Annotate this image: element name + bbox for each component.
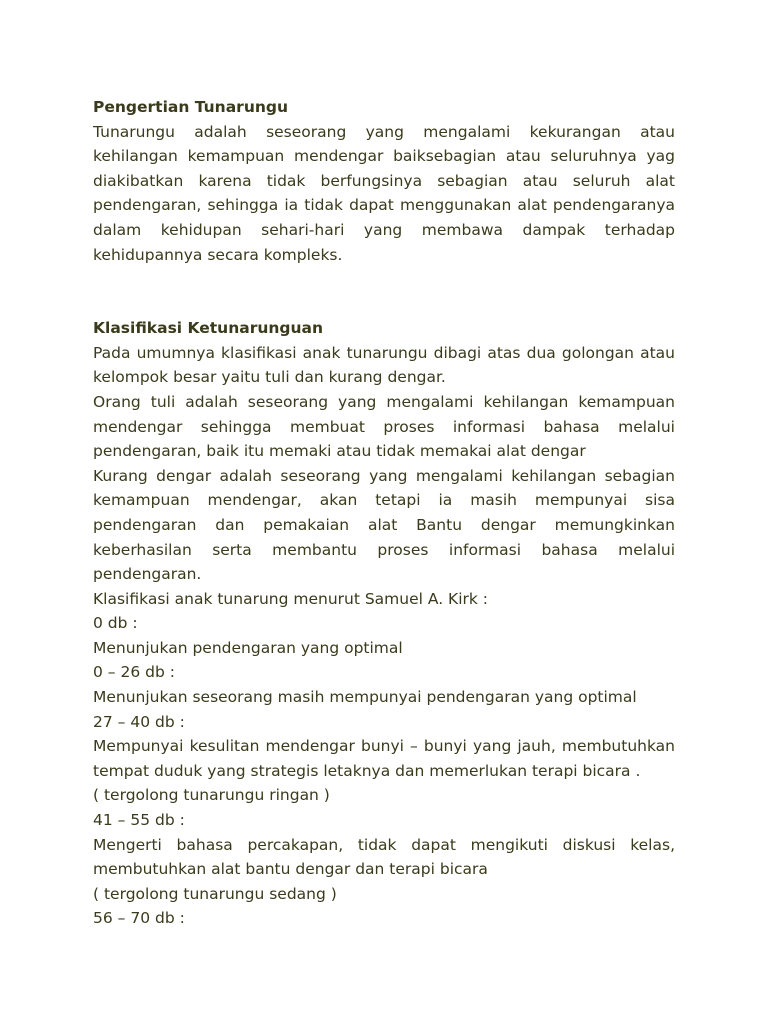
section-heading-pengertian: Pengertian Tunarungu: [93, 98, 289, 116]
paragraph-intro: Pada umumnya klasifikasi anak tunarungu dibagi atas dua golongan atau kelompok besar yaitu tuli dan kurang dengar.: [93, 343, 675, 387]
section-gap: [93, 267, 675, 316]
section-heading-klasifikasi: Klasifikasi Ketunarunguan: [93, 319, 324, 338]
level-range-4: 56 – 70 db :: [93, 909, 185, 928]
level-range-2: 27 – 40 db :: [93, 712, 185, 731]
level-note-3: ( tergolong tunarungu sedang ): [93, 884, 337, 903]
level-range-1: 0 – 26 db :: [93, 663, 175, 682]
paragraph-pengertian: Tunarungu adalah seseorang yang mengalami kekurangan atau kehilangan kemampuan mendengar baiksebagian atau seluruhnya yag diakibatkan karena tidak berfungsinya sebagian atau seluruh alat pendengaran, sehingga ia tidak dapat menggunakan alat pendengaranya dalam kehidupan sehari-hari yang membawa dampak terhadap kehidupannya secara kompleks.: [93, 122, 675, 264]
kirk-intro: Klasifikasi anak tunarung menurut Samuel A. Kirk :: [93, 589, 489, 608]
level-range-0: 0 db :: [93, 614, 138, 633]
level-desc-2: Mempunyai kesulitan mendengar bunyi – bunyi yang jauh, membutuhkan tempat duduk yang strategis letaknya dan memerlukan terapi bicara .: [93, 737, 675, 780]
level-range-3: 41 – 55 db :: [93, 811, 185, 830]
paragraph-tuli: Orang tuli adalah seseorang yang mengalami kehilangan kemampuan mendengar sehingga membuat proses informasi bahasa melalui pendengaran, baik itu memaki atau tidak memakai alat dengar: [93, 392, 675, 461]
level-desc-0: Menunjukan pendengaran yang optimal: [93, 638, 403, 657]
document-page: [93, 95, 675, 931]
paragraph-kurang-dengar: Kurang dengar adalah seseorang yang mengalami kehilangan sebagian kemampuan mendengar, akan tetapi ia masih mempunyai sisa pendengaran dan pemakaian alat Bantu dengar memungkinkan keberhasilan serta membantu proses informasi bahasa melalui pendengaran.: [93, 466, 675, 584]
level-note-2: ( tergolong tunarungu ringan ): [93, 786, 330, 805]
level-desc-3: Mengerti bahasa percakapan, tidak dapat mengikuti diskusi kelas, membutuhkan alat bantu dengar dan terapi bicara: [93, 835, 675, 879]
level-desc-1: Menunjukan seseorang masih mempunyai pendengaran yang optimal: [93, 688, 637, 707]
